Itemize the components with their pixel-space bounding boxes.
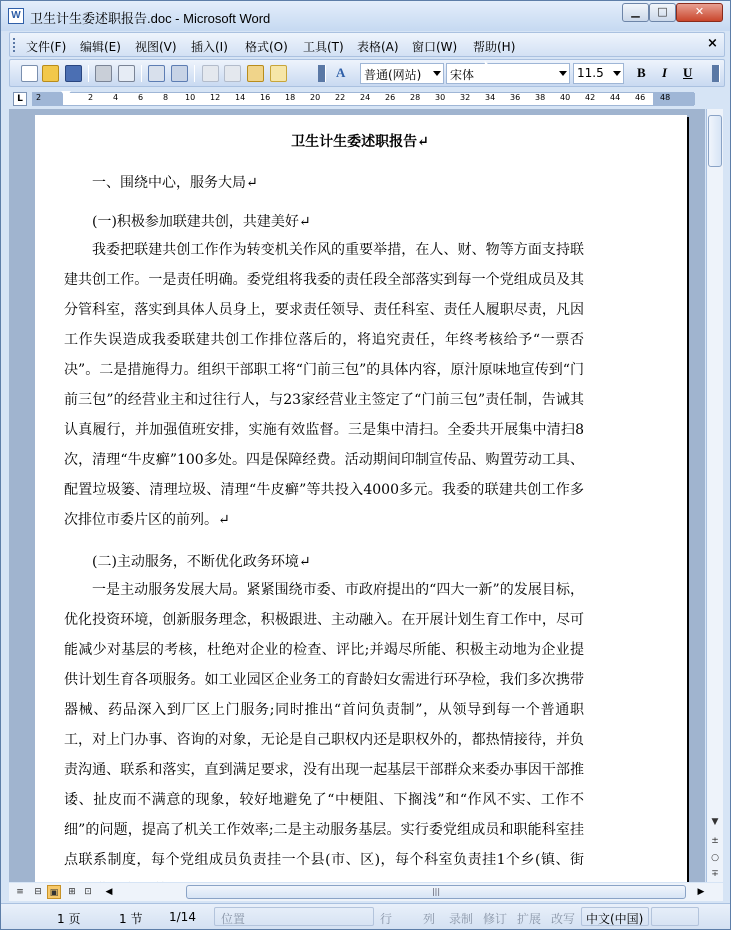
toolbar-separator: [194, 65, 195, 82]
menu-edit[interactable]: 编辑(E): [80, 40, 121, 54]
select-browse-object-icon[interactable]: ○: [711, 853, 719, 863]
ruler-tick: 22: [335, 93, 346, 102]
styles-formatting-icon[interactable]: A: [336, 65, 346, 80]
style-select-value: 普通(网站): [364, 68, 422, 82]
paste-icon[interactable]: [247, 65, 264, 82]
document-title: 卫生计生委述职报告↵: [291, 134, 429, 150]
font-select-value: 宋体: [450, 68, 475, 82]
save-icon[interactable]: [65, 65, 82, 82]
vertical-scroll-thumb[interactable]: [708, 115, 722, 167]
chevron-down-icon: [433, 71, 441, 76]
ruler-tick: 4: [113, 93, 119, 102]
ruler-tick: 6: [138, 93, 144, 102]
toolbar-separator: [141, 65, 142, 82]
scroll-down-arrow-icon[interactable]: ▼: [711, 817, 719, 827]
copy-icon[interactable]: [224, 65, 241, 82]
maximize-button[interactable]: □: [649, 3, 676, 22]
ruler-tick: 42: [585, 93, 596, 102]
menu-insert[interactable]: 插入(I): [191, 40, 228, 54]
ruler-tick: 2: [88, 93, 94, 102]
open-folder-icon[interactable]: [42, 65, 59, 82]
status-column: 列: [423, 912, 436, 926]
status-language[interactable]: 中文(中国): [586, 912, 644, 926]
ruler-tick: 38: [535, 93, 546, 102]
status-section: 1 节: [119, 912, 143, 926]
document-close-icon[interactable]: ×: [707, 36, 718, 51]
subsection-heading: (一)积极参加联建共创，共建美好↵: [92, 214, 311, 230]
status-record[interactable]: 录制: [449, 912, 474, 926]
section-heading: 一、围绕中心，服务大局↵: [92, 175, 258, 191]
ruler-tick: 40: [560, 93, 571, 102]
scroll-right-arrow-icon[interactable]: ▶: [697, 887, 705, 897]
previous-page-icon[interactable]: ±: [711, 836, 719, 846]
menu-window[interactable]: 窗口(W): [412, 40, 458, 54]
formatting-toolbar: [9, 59, 725, 87]
ruler-tick: 12: [210, 93, 221, 102]
chevron-down-icon: [559, 71, 567, 76]
subsection-heading: (二)主动服务，不断优化政务环境↵: [92, 554, 311, 570]
status-overtype[interactable]: 改写: [551, 912, 576, 926]
menu-grip-icon[interactable]: [13, 38, 16, 52]
document-area[interactable]: [9, 109, 705, 882]
menu-bar: [9, 32, 725, 57]
ruler-tick: 16: [260, 93, 271, 102]
status-spelling-box[interactable]: [651, 907, 699, 926]
ruler-row: [9, 90, 725, 108]
new-document-icon[interactable]: [21, 65, 38, 82]
outline-view-icon[interactable]: ⊞: [68, 887, 76, 897]
toolbar-separator: [88, 65, 89, 82]
horizontal-scrollbar-row: [9, 883, 723, 901]
font-size-value: 11.5: [577, 66, 604, 80]
ruler-tick: 34: [485, 93, 496, 102]
ruler-tick: 18: [285, 93, 296, 102]
print-preview-icon[interactable]: [118, 65, 135, 82]
window-title: 卫生计生委述职报告.doc - Microsoft Word: [30, 11, 271, 26]
font-size-select[interactable]: [573, 63, 624, 84]
scroll-left-arrow-icon[interactable]: ◀: [105, 887, 113, 897]
minimize-button[interactable]: ▁: [622, 3, 649, 22]
word-app-icon[interactable]: W: [8, 8, 24, 24]
ruler-tick: 32: [460, 93, 471, 102]
status-track-changes[interactable]: 修订: [483, 912, 508, 926]
chevron-down-icon: [613, 71, 621, 76]
ruler-tick: 48: [660, 93, 671, 102]
title-bar[interactable]: [1, 1, 730, 31]
format-painter-icon[interactable]: [270, 65, 287, 82]
status-page: 1 页: [57, 912, 81, 926]
print-icon[interactable]: [95, 65, 112, 82]
web-layout-view-icon[interactable]: ⊟: [34, 887, 42, 897]
print-layout-view-icon[interactable]: ▣: [47, 885, 61, 899]
body-paragraph: 一是主动服务发展大局。紧紧围绕市委、市政府提出的“四大一新”的发展目标，优化投资环境，创新服务理念，积极跟进、主动融入。在开展计划生育工作中，尽可能减少对基层的考核，杜绝对企业的检查、评比;并竭尽所能、积极主动地为企业提供计划生育各项服务。如工业园区企业务工的育龄妇女需进行环孕检，我们多次携带器械、药品深入到厂区上门服务;同时推出“首问负责制”，从领导到每一个普通职工，对上门办事、咨询的对象，无论是自己职权内还是职权外的，都热情接待，并负责沟通、联系和落实，直到满足要求，没有出现一起基层干部群众来委办事因干部推诿、扯皮而不满意的现象，较好地避免了“中梗阻、下搁浅”和“作风不实、工作不细”的问题，提高了机关工作效率;二是主动服务基层。实行委党组成员和职能科室挂点联系制度，每个党组成员负责挂一个县(市、区)，每个科室负责挂1个乡(镇、街: [64, 582, 584, 868]
ruler-tick: 10: [185, 93, 196, 102]
italic-button[interactable]: I: [662, 65, 668, 80]
cut-icon[interactable]: [202, 65, 219, 82]
ruler-tick: 36: [510, 93, 521, 102]
document-page[interactable]: [35, 115, 687, 882]
menu-file[interactable]: 文件(F): [26, 40, 67, 54]
toolbar-overflow-icon[interactable]: [318, 65, 326, 82]
style-select[interactable]: [360, 63, 444, 84]
ruler-tick: 26: [385, 93, 396, 102]
horizontal-ruler[interactable]: [32, 92, 694, 106]
ruler-tick: 30: [435, 93, 446, 102]
normal-view-icon[interactable]: ≡: [16, 887, 24, 897]
font-select[interactable]: [446, 63, 570, 84]
ruler-tick: 2: [36, 93, 42, 102]
ruler-tick: 28: [410, 93, 421, 102]
body-paragraph: 我委把联建共创工作作为转变机关作风的重要举措，在人、财、物等方面支持联建共创工作。一是责任明确。委党组将我委的责任段全部落实到每一个党组成员及其分管科室，落实到具体人员身上，要求责任领导、责任科室、责任人履职尽责，凡因工作失误造成我委联建共创工作排位落后的，将追究责任，年终考核给予“一票否决”。二是措施得力。组织干部职工将“门前三包”的具体内容，原汁原味地宣传到“门前三包”的经营业主和过往行人，与23家经营业主签定了“门前三包”责任制，告诫其认真履行，并加强值班安排，实施有效监督。三是集中清扫。全委共开展集中清扫8次，清理“牛皮癣”100多处。四是保障经费。活动期间印制宣传品、购置劳动工具、配置垃圾篓、清理垃圾、清理“牛皮癣”等共投入4000多元。我委的联建共创工作多次排位市委片区的前列。↵: [64, 242, 584, 528]
ruler-tick: 46: [635, 93, 646, 102]
ruler-tick: 14: [235, 93, 246, 102]
next-page-icon[interactable]: ∓: [711, 869, 719, 879]
first-line-indent-marker[interactable]: [61, 91, 71, 98]
menu-help[interactable]: 帮助(H): [473, 40, 516, 54]
ruler-tick: 24: [360, 93, 371, 102]
close-button[interactable]: ✕: [676, 3, 723, 22]
status-page-count: 1/14: [169, 910, 196, 924]
status-line: 行: [380, 912, 393, 926]
status-position: 位置: [221, 912, 246, 926]
menu-view[interactable]: 视图(V): [135, 40, 177, 54]
toolbar-overflow-icon[interactable]: [712, 65, 720, 82]
status-bar: [1, 903, 730, 929]
ruler-tick: 44: [610, 93, 621, 102]
bold-button[interactable]: B: [637, 65, 646, 80]
ruler-tick: 8: [163, 93, 169, 102]
ruler-tick: 20: [310, 93, 321, 102]
underline-button[interactable]: U: [683, 65, 693, 80]
menu-format[interactable]: 格式(O): [245, 40, 288, 54]
spelling-check-icon[interactable]: [148, 65, 165, 82]
research-icon[interactable]: [171, 65, 188, 82]
menu-table[interactable]: 表格(A): [357, 40, 399, 54]
horizontal-scroll-thumb[interactable]: |||: [186, 885, 686, 899]
menu-tools[interactable]: 工具(T): [303, 40, 344, 54]
vertical-scrollbar[interactable]: [706, 109, 723, 882]
status-extend[interactable]: 扩展: [517, 912, 542, 926]
tab-selector[interactable]: L: [13, 92, 27, 106]
reading-layout-view-icon[interactable]: ⊡: [84, 887, 92, 897]
